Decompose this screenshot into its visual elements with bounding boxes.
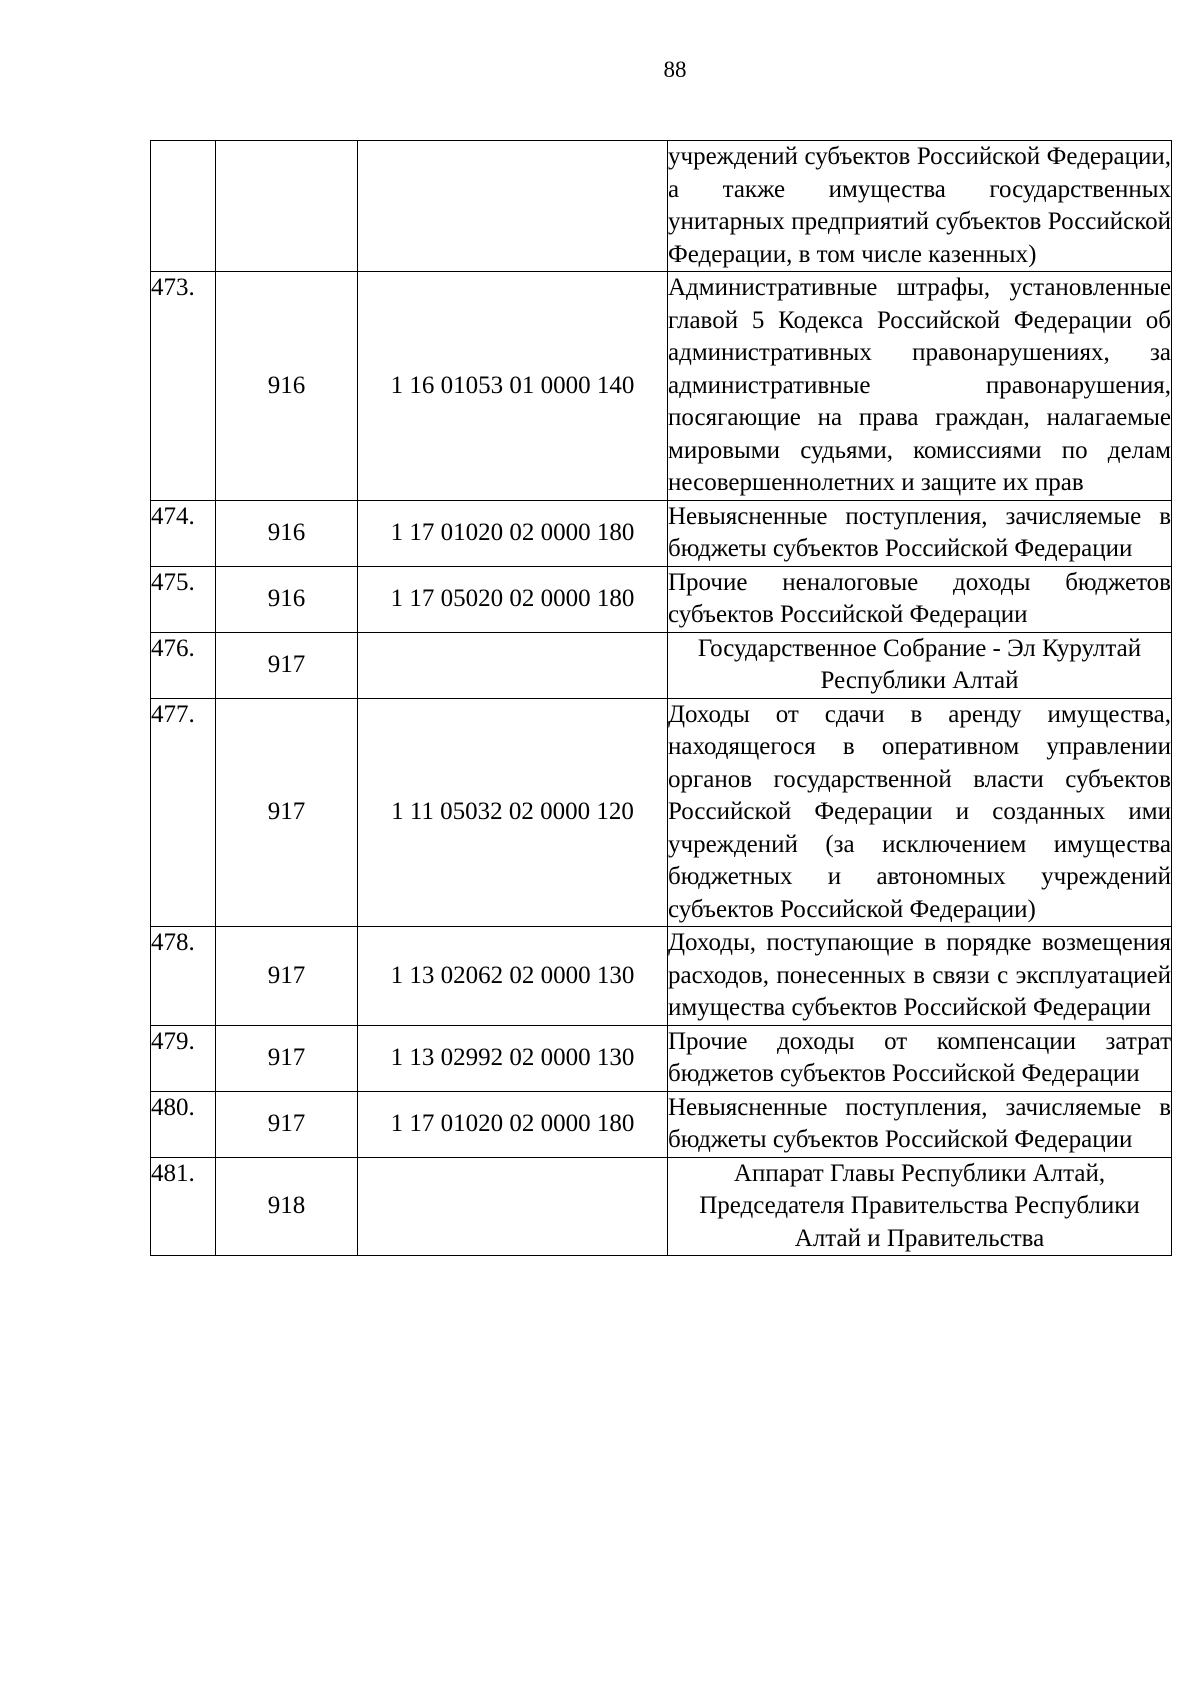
revenue-description: Невыясненные поступления, зачисляемые в бюджеты субъектов Российской Федерации (668, 1093, 1171, 1153)
admin-code: 917 (216, 632, 358, 698)
revenue-code: 1 16 01053 01 0000 140 (358, 272, 668, 501)
revenue-description-cell (668, 1091, 1172, 1157)
row-number: 478. (151, 927, 216, 1026)
table-row (151, 927, 1172, 1026)
table-row (151, 272, 1172, 501)
revenue-description: Доходы, поступающие в порядке возмещения расходов, понесенных в связи с эксплуатацией имущества субъектов Российской Федерации (668, 929, 1171, 1021)
row-number: 480. (151, 1091, 216, 1157)
revenue-description: Прочие доходы от компенсации затрат бюджетов субъектов Российской Федерации (668, 1027, 1171, 1087)
admin-code: 917 (216, 698, 358, 927)
admin-code: 916 (216, 272, 358, 501)
administrator-name-cell (668, 1157, 1172, 1256)
revenue-codes-table (150, 140, 1172, 1256)
page-number: 88 (663, 57, 687, 82)
revenue-code: 1 17 05020 02 0000 180 (358, 566, 668, 632)
row-number: 481. (151, 1157, 216, 1256)
admin-code: 916 (216, 500, 358, 566)
revenue-description: Доходы от сдачи в аренду имущества, находящегося в оперативном управлении органов государственной власти субъектов Российской Федерации и созданных ими учреждений (за исключением имущества бюджетных и автономных учреждений субъектов Российской Федерации) (668, 700, 1171, 923)
table-row-section-heading (151, 1157, 1172, 1256)
admin-code: 916 (216, 566, 358, 632)
revenue-description: Невыясненные поступления, зачисляемые в бюджеты субъектов Российской Федерации (668, 502, 1171, 562)
revenue-code: 1 13 02992 02 0000 130 (358, 1025, 668, 1091)
table-row (151, 1025, 1172, 1091)
table-row (151, 698, 1172, 927)
revenue-description: учреждений субъектов Российской Федерации, а также имущества государственных унитарных предприятий субъектов Российской Федерации, в том числе казенных) (668, 143, 1171, 268)
revenue-code: 1 17 01020 02 0000 180 (358, 1091, 668, 1157)
row-number: 477. (151, 698, 216, 927)
table-row-section-heading (151, 632, 1172, 698)
revenue-code: 1 17 01020 02 0000 180 (358, 500, 668, 566)
admin-code: 917 (216, 1025, 358, 1091)
row-number: 474. (151, 500, 216, 566)
admin-code: 917 (216, 927, 358, 1026)
admin-code (216, 141, 358, 272)
revenue-code (358, 141, 668, 272)
revenue-description-cell (668, 698, 1172, 927)
administrator-name: Государственное Собрание - Эл Курултай Республики Алтай (697, 634, 1142, 694)
revenue-description: Прочие неналоговые доходы бюджетов субъектов Российской Федерации (668, 568, 1171, 628)
row-number: 473. (151, 272, 216, 501)
revenue-description-cell (668, 500, 1172, 566)
row-number: 475. (151, 566, 216, 632)
row-number (151, 141, 216, 272)
revenue-description-cell (668, 272, 1172, 501)
revenue-code: 1 11 05032 02 0000 120 (358, 698, 668, 927)
revenue-description-cell (668, 1025, 1172, 1091)
revenue-code: 1 13 02062 02 0000 130 (358, 927, 668, 1026)
revenue-description-cell (668, 141, 1172, 272)
revenue-code (358, 1157, 668, 1256)
administrator-name-cell (668, 632, 1172, 698)
revenue-description-cell (668, 927, 1172, 1026)
table-row (151, 500, 1172, 566)
admin-code: 918 (216, 1157, 358, 1256)
row-number: 479. (151, 1025, 216, 1091)
revenue-code (358, 632, 668, 698)
revenue-description: Административные штрафы, установленные главой 5 Кодекса Российской Федерации об административных правонарушениях, за административные правонарушения, посягающие на права граждан, налагаемые мировыми судьями, комиссиями по делам несовершеннолетних и защите их прав (668, 274, 1171, 496)
admin-code: 917 (216, 1091, 358, 1157)
row-number: 476. (151, 632, 216, 698)
table-row (151, 141, 1172, 272)
table-row (151, 1091, 1172, 1157)
revenue-description-cell (668, 566, 1172, 632)
administrator-name: Аппарат Главы Республики Алтай, Председателя Правительства Республики Алтай и Правительства (699, 1159, 1140, 1252)
table-row (151, 566, 1172, 632)
